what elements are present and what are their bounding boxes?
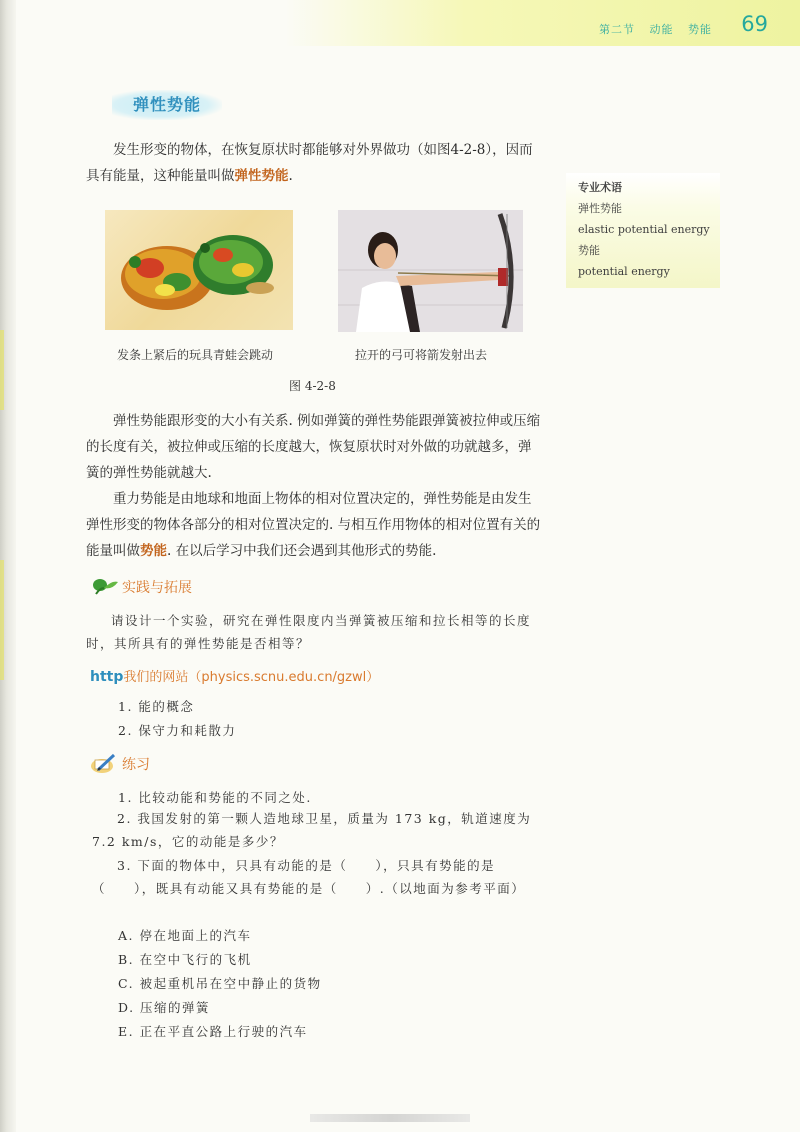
- running-head-topic2: 势能: [688, 23, 712, 36]
- scan-bottom-mark: [310, 1114, 470, 1122]
- toy-frog-illustration: [105, 210, 293, 330]
- exercise-question-3: 3. 下面的物体中，只具有动能的是（ ），只具有势能的是（ ），既具有动能又具有势能的是（ ）.（以地面为参考平面）: [92, 858, 526, 896]
- practice-text: 请设计一个实验，研究在弹性限度内当弹簧被压缩和拉长相等的长度时，其所具有的弹性势能是否相等？: [86, 613, 532, 651]
- exercise-option-e: E. 正在平直公路上行驶的汽车: [118, 1024, 308, 1039]
- page-number: 69: [741, 12, 768, 36]
- practice-leaf-icon: [90, 576, 120, 600]
- term-potential-energy: 势能: [140, 543, 167, 559]
- glossary-box: [566, 173, 720, 288]
- section-title: 弹性势能: [112, 90, 222, 120]
- practice-heading: [90, 576, 192, 600]
- website-heading: [90, 666, 379, 685]
- glossary-term2-cn: 势能: [578, 244, 600, 257]
- term-elastic-potential-energy: 弹性势能: [234, 168, 289, 184]
- glossary-term1-cn: 弹性势能: [578, 202, 622, 215]
- website-url[interactable]: （physics.scnu.edu.cn/gzwl）: [188, 670, 380, 685]
- running-head-topic1: 动能: [649, 23, 674, 36]
- exercise-heading: [90, 752, 150, 778]
- figure-label: 图 4-2-8: [289, 379, 336, 393]
- intro-text-end: .: [288, 168, 293, 184]
- website-item-concept-of-energy: 1. 能的概念: [118, 699, 195, 714]
- exercise-question-1: 1. 比较动能和势能的不同之处.: [118, 790, 312, 805]
- toy-frog-photo: [105, 210, 293, 330]
- archer-photo: [338, 210, 523, 332]
- exercise-option-d: D. 压缩的弹簧: [118, 1000, 211, 1015]
- page-header: [285, 0, 800, 46]
- website-item-conservative-force: 2. 保守力和耗散力: [118, 723, 237, 738]
- caption-archer: 拉开的弓可将箭发射出去: [355, 348, 488, 362]
- practice-heading-label: 实践与拓展: [122, 580, 192, 596]
- running-head-section: 第二节: [599, 23, 635, 36]
- exercise-heading-label: 练习: [122, 757, 150, 773]
- glossary-heading: 专业术语: [578, 181, 622, 194]
- glossary-term1-en: elastic potential energy: [578, 223, 710, 236]
- glossary-term2-en: potential energy: [578, 265, 670, 278]
- paragraph-potential-energy: [86, 486, 541, 564]
- exercise-option-b: B. 在空中飞行的飞机: [118, 952, 252, 967]
- intro-text: 发生形变的物体，在恢复原状时都能够对外界做功（如图4-2-8），因而具有能量，这种能量叫做: [86, 142, 533, 184]
- pencil-paper-icon: [90, 752, 120, 778]
- page-edge-tint: [0, 330, 4, 410]
- exercise-question-2: 2. 我国发射的第一颗人造地球卫星，质量为 173 kg，轨道速度为 7.2 km/s，它的动能是多少？: [92, 811, 532, 849]
- paragraph-elastic-deformation: 弹性势能跟形变的大小有关系. 例如弹簧的弹性势能跟弹簧被拉伸或压缩的长度有关，被拉伸或压缩的长度越大，恢复原状时对外做的功就越多，弹簧的弹性势能就越大.: [86, 413, 541, 481]
- page-edge-tint: [0, 560, 4, 680]
- caption-toy-frog: 发条上紧后的玩具青蛙会跳动: [117, 348, 274, 362]
- http-icon: http: [90, 669, 124, 685]
- exercise-option-c: C. 被起重机吊在空中静止的货物: [118, 976, 322, 991]
- running-head: [589, 21, 712, 37]
- para3-text-end: . 在以后学习中我们还会遇到其他形式的势能.: [167, 543, 437, 559]
- para3-text: 重力势能是由地球和地面上物体的相对位置决定的，弹性势能是由发生弹性形变的物体各部分的相对位置决定的. 与相互作用物体的相对位置有关的能量叫做: [86, 491, 541, 559]
- intro-paragraph: [86, 137, 541, 189]
- exercise-option-a: A. 停在地面上的汽车: [118, 928, 252, 943]
- website-heading-label: 我们的网站: [123, 670, 189, 685]
- archer-illustration: [338, 210, 523, 332]
